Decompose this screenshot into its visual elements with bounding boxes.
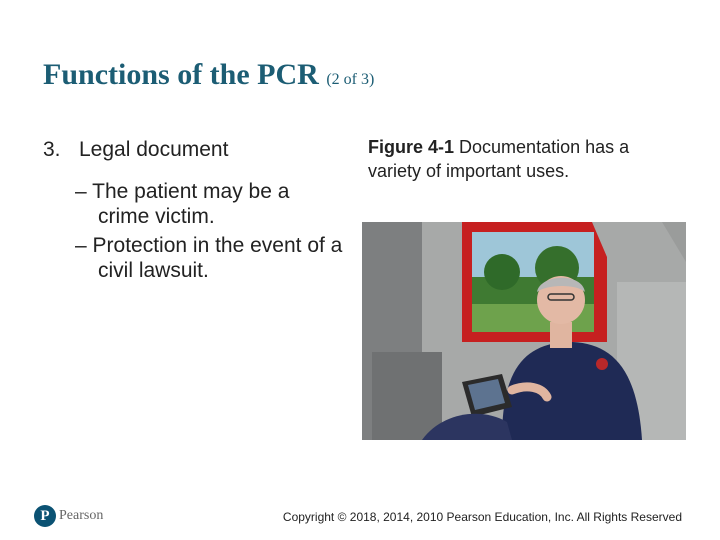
list-item-number: 3. — [43, 138, 61, 161]
pearson-logo-icon: P — [34, 505, 56, 527]
pearson-logo — [34, 505, 103, 527]
list-item-text: Legal document — [79, 138, 229, 161]
figure-caption-text: Documentation has a variety of important uses. — [368, 137, 630, 181]
sub-bullets — [75, 179, 343, 283]
figure-photo — [362, 222, 686, 440]
list-item — [43, 136, 343, 163]
sub-bullet: – Protection in the event of a civil lawsuit. — [75, 234, 343, 282]
copyright-text: Copyright © 2018, 2014, 2010 Pearson Education, Inc. All Rights Reserved — [282, 510, 682, 524]
sub-bullet: – The patient may be a crime victim. — [75, 180, 290, 228]
figure-label: Figure 4-1 — [368, 137, 455, 157]
figure-caption — [368, 135, 678, 183]
title-main: Functions of the PCR — [43, 58, 319, 91]
title-page-indicator: (2 of 3) — [326, 71, 375, 88]
content-list — [43, 136, 343, 287]
slide-title — [43, 58, 374, 92]
photo-illustration — [362, 222, 686, 440]
pearson-logo-wordmark: Pearson — [59, 508, 104, 523]
